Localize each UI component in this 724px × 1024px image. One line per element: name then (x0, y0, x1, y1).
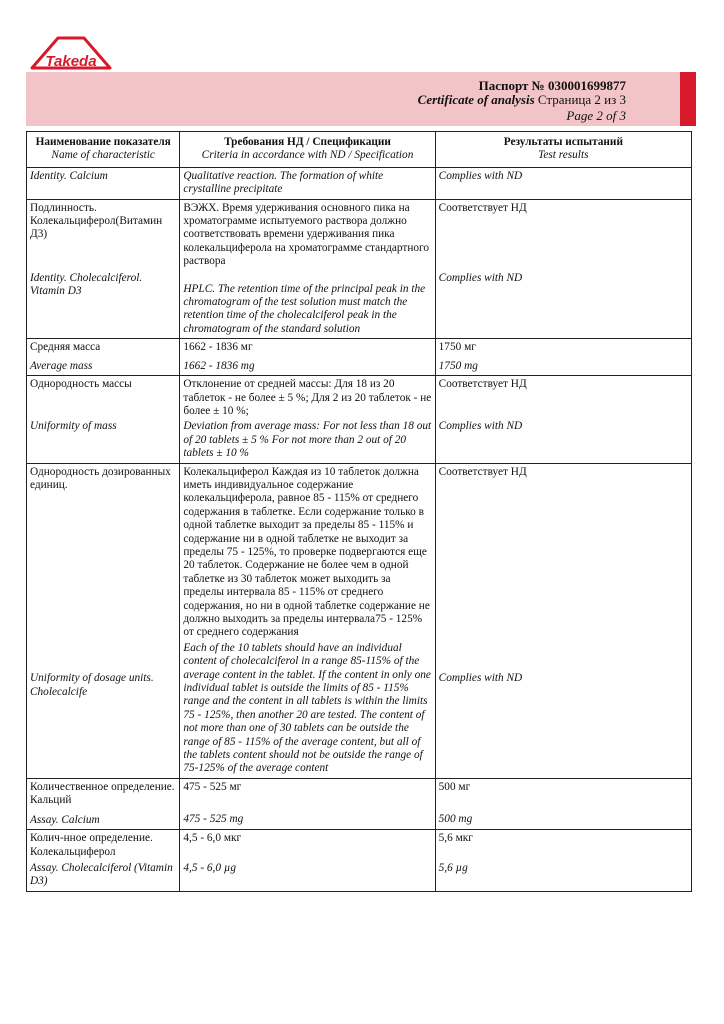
text-ru: Средняя масса (30, 341, 101, 354)
text-ru: 4,5 - 6,0 мкг (183, 832, 242, 845)
text-ru: 1750 мг (438, 341, 476, 354)
logo-text: Takeda (45, 53, 97, 70)
criteria-cell (180, 167, 435, 199)
text-ru: Однородность массы (30, 378, 132, 391)
result-cell (435, 339, 691, 376)
text-en: Each of the 10 tablets should have an individual content of cholecalciferol in a range 85-115% of the average content in the tablet. If the content in only one individual tablet is outside the limits of 85 - 115% range and the content in all tablets is within the limits 75 - 125%, then another 20 are tested. The content of not more than one of 30 tablets can be outside the range of 85 - 115% of the average content, but all of the tablets content should not be outside the range of 75-125% of the average content (183, 641, 431, 775)
result-cell (435, 376, 691, 463)
criteria-cell (180, 376, 435, 463)
text-ru: Соответствует НД (438, 465, 527, 478)
text-en: 4,5 - 6,0 µg (183, 861, 237, 874)
result-cell (435, 463, 691, 778)
text-ru: Однородность дозированных единиц. (30, 465, 171, 491)
text-en: Deviation from average mass: For not less than 18 out of 20 tablets ± 5 % For not more than 2 out of 20 tablets ± 10 % (183, 420, 432, 460)
text-en: Identity. Calcium (30, 169, 108, 182)
certificate-title: Certificate of analysis (417, 92, 535, 107)
characteristic-cell (27, 778, 180, 829)
text-en: Average mass (30, 359, 93, 372)
criteria-cell (180, 339, 435, 376)
criteria-cell (180, 778, 435, 829)
text-ru: ВЭЖХ. Время удерживания основного пика на хроматограмме испытуемого раствора должно соответствовать времени удерживания пика колекальциферола на хроматограмме стандартного раствора (183, 201, 430, 268)
table-row (27, 167, 692, 199)
result-cell (435, 199, 691, 339)
text-ru: Количественное определение. Кальций (30, 780, 175, 807)
text-ru: 1662 - 1836 мг (183, 341, 253, 354)
result-cell (435, 167, 691, 199)
text-en: Uniformity of mass (30, 419, 117, 432)
text-en: Assay. Cholecalciferol (Vitamin D3) (30, 861, 173, 888)
certificate-line (418, 92, 626, 108)
text-ru: Колекальциферол Каждая из 10 таблеток должна иметь индивидуальное содержание колекальциферола, равное 85 - 115% от среднего содержания в таблетке. Если содержание только в одной таблетке выходит за пределы 85 - 115% и содержание ни в одной таблетке не выходит за пределы 75 - 125%, то проверке подвергаются еще 20 таблеток. Содержание не более чем в одной таблетке из 30 таблеток может выходить за пределы интервала 85 - 115% от среднего содержания, но ни в одной таблетке содержание не должно выходить за пределы интервала75 - 125% от среднего содержания (183, 465, 430, 639)
text-ru: Результаты испытаний (503, 136, 623, 148)
text-en: Complies with ND (438, 671, 523, 684)
characteristic-cell (27, 339, 180, 376)
table-header-row (27, 132, 692, 168)
text-en: 1750 mg (438, 359, 478, 372)
table-row (27, 339, 692, 376)
text-en: Criteria in accordance with ND / Specification (201, 149, 414, 162)
criteria-cell (180, 830, 435, 892)
text-en: HPLC. The retention time of the principal peak in the chromatogram of the test solution must match the retention time of the cholecalciferol peak in the chromatogram of the standard solution (183, 282, 426, 335)
table-row (27, 376, 692, 463)
characteristic-cell (27, 199, 180, 339)
text-en: 475 - 525 mg (183, 813, 244, 826)
characteristic-cell (27, 376, 180, 463)
column-header-spec (180, 132, 435, 168)
characteristic-cell (27, 830, 180, 892)
text-ru: Наименование показателя (35, 136, 171, 148)
text-en: Test results (538, 149, 589, 162)
text-en: Uniformity of dosage units. Cholecalcife (30, 672, 154, 698)
text-ru: Требования НД / Спецификации (224, 136, 391, 148)
table-row (27, 830, 692, 892)
text-ru: Соответствует НД (438, 378, 527, 391)
header-accent-bar (680, 72, 696, 126)
analysis-table (26, 131, 692, 892)
passport-label: Паспорт № (478, 78, 545, 93)
text-ru: Колич-нное определение. Колекальциферол (30, 832, 153, 858)
criteria-cell (180, 463, 435, 778)
table-row (27, 778, 692, 829)
column-header-result (435, 132, 691, 168)
text-ru: Отклонение от средней массы: Для 18 из 20 таблеток - не более ± 5 %; Для 2 из 20 таблеток - не более ± 10 %; (183, 378, 432, 417)
passport-number: 030001699877 (548, 78, 626, 93)
result-cell (435, 778, 691, 829)
characteristic-cell (27, 167, 180, 199)
page-indicator-en: Page 2 of 3 (566, 108, 626, 123)
text-en: Identity. Cholecalciferol. Vitamin D3 (30, 271, 143, 298)
column-header-name (27, 132, 180, 168)
text-en: Qualitative reaction. The formation of white crystalline precipitate (183, 169, 384, 196)
text-en: 1662 - 1836 mg (183, 359, 255, 372)
text-en: 500 mg (438, 813, 473, 826)
text-en: Complies with ND (438, 419, 523, 432)
text-en: Complies with ND (438, 169, 523, 182)
text-ru: Подлинность. Колекальциферол(Витамин Д3) (30, 201, 163, 241)
text-en: Assay. Calcium (30, 813, 100, 826)
text-ru: 500 мг (438, 780, 471, 793)
text-ru: 475 - 525 мг (183, 780, 242, 793)
result-cell (435, 830, 691, 892)
criteria-cell (180, 199, 435, 339)
text-ru: 5,6 мкг (438, 832, 473, 845)
text-en: 5,6 µg (438, 861, 468, 874)
table-row (27, 199, 692, 339)
characteristic-cell (27, 463, 180, 778)
text-en: Complies with ND (438, 272, 523, 285)
table-row (27, 463, 692, 778)
text-en: Name of characteristic (51, 149, 155, 162)
page-indicator-ru: Страница 2 из 3 (537, 92, 626, 107)
text-ru: Соответствует НД (438, 201, 527, 214)
